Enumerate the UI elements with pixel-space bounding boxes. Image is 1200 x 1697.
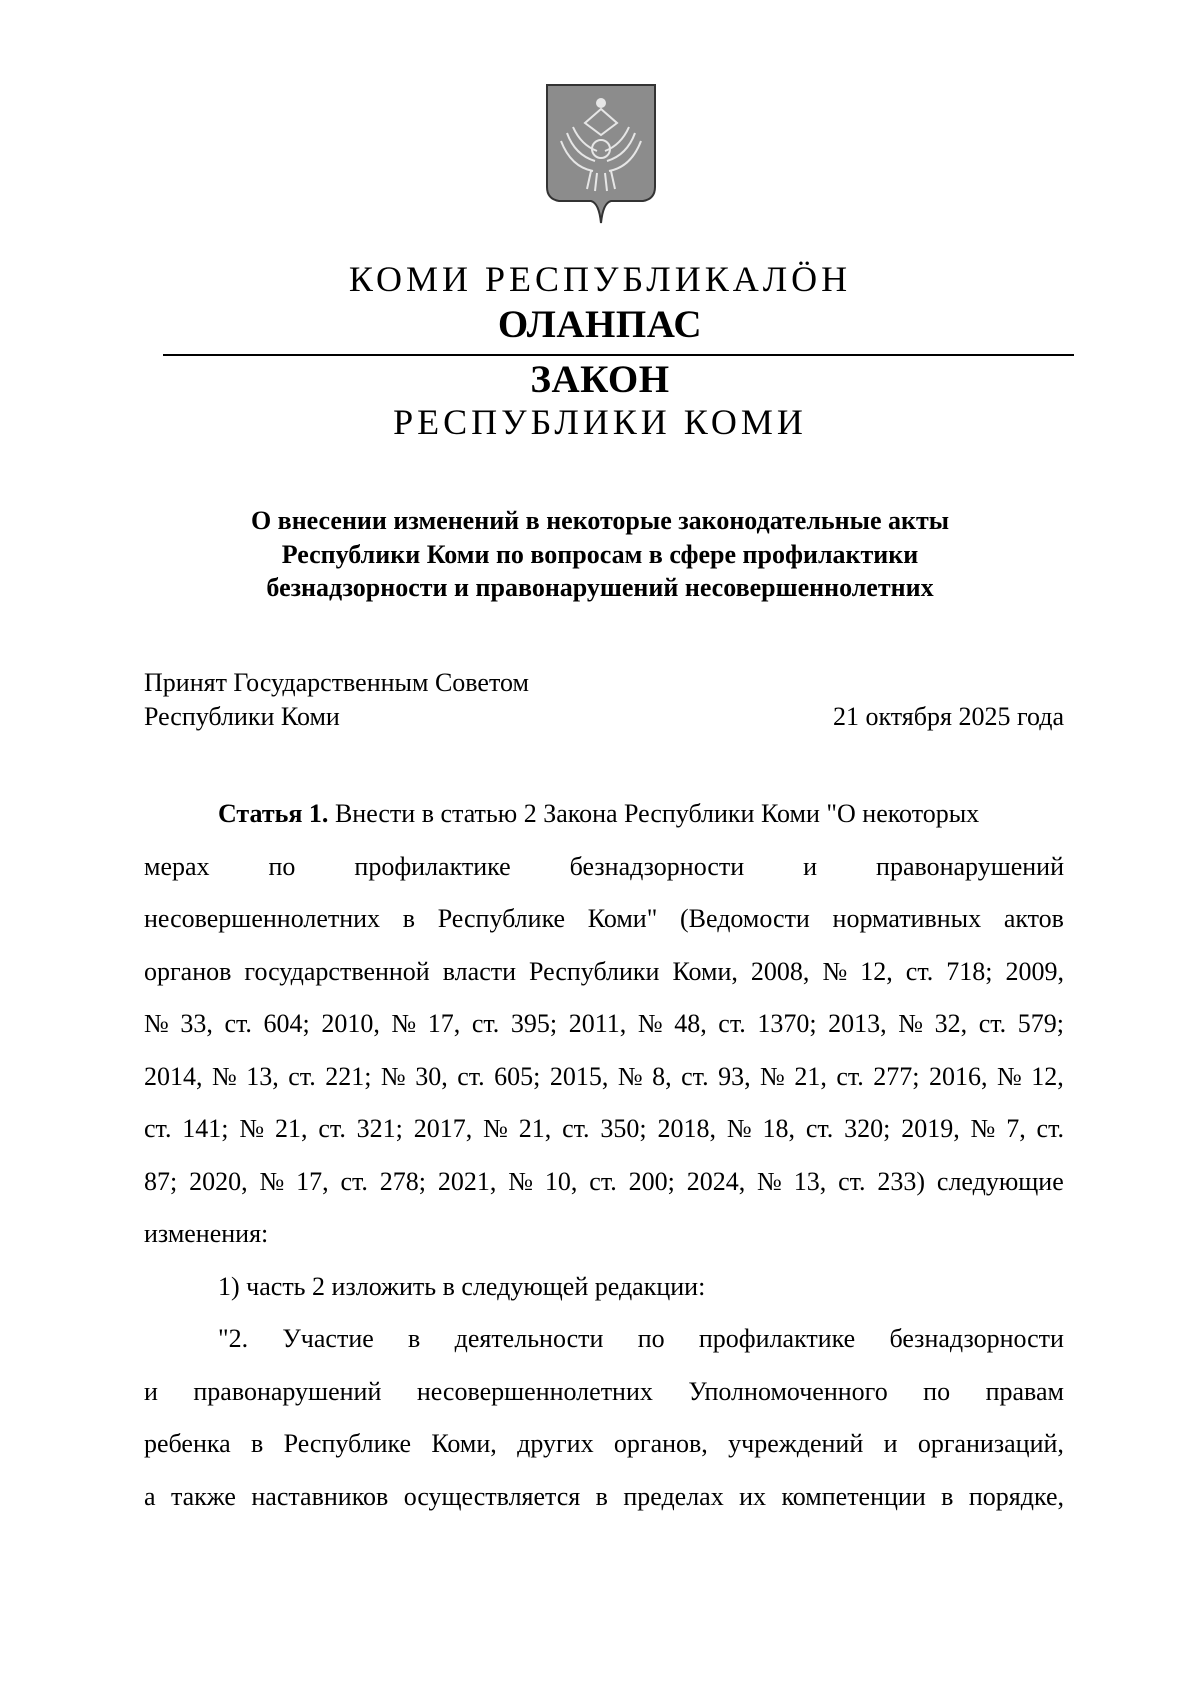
adoption-block xyxy=(144,666,1064,734)
article-heading: Статья 1. xyxy=(218,799,329,828)
komi-coat-of-arms-icon xyxy=(545,83,657,225)
quote-line: ребенка в Республике Коми, других органов, учреждений и организаций, xyxy=(144,1429,1064,1458)
article-text: Внести в статью 2 Закона Республики Коми "О некоторых xyxy=(334,799,980,828)
law-title-line: О внесении изменений в некоторые законодательные акты xyxy=(250,506,950,535)
adopted-by-line2: Республики Коми xyxy=(144,702,340,731)
article-line: мерах по профилактике безнадзорности и правонарушений xyxy=(144,851,1064,881)
article-line: органов государственной власти Республики Коми, 2008, № 12, ст. 718; 2009, xyxy=(144,956,1064,986)
quote-line: и правонарушений несовершеннолетних Уполномоченного по правам xyxy=(144,1376,1064,1406)
adopted-by-line1: Принят Государственным Советом xyxy=(144,668,529,697)
law-heading: ЗАКОН xyxy=(530,358,670,401)
quote-line: "2. Участие в деятельности по профилактике безнадзорности xyxy=(218,1324,1064,1353)
quote-line: а также наставников осуществляется в пределах их компетенции в порядке, xyxy=(144,1481,1064,1511)
adoption-date: 21 октября 2025 года xyxy=(833,702,1064,731)
law-title-line: безнадзорности и правонарушений несовершеннолетних xyxy=(266,573,934,602)
komi-republic-heading: КОМИ РЕСПУБЛИКАЛӦН xyxy=(348,259,852,299)
komi-law-heading: ОЛАНПАС xyxy=(497,303,703,346)
article-line: несовершеннолетних в Республике Коми" (Ведомости нормативных актов xyxy=(144,904,1064,933)
law-title-line: Республики Коми по вопросам в сфере профилактики xyxy=(281,539,919,569)
article-line: 2014, № 13, ст. 221; № 30, ст. 605; 2015, № 8, ст. 93, № 21, ст. 277; 2016, № 12, xyxy=(144,1061,1064,1091)
article-first-line xyxy=(144,788,1064,841)
article-line: № 33, ст. 604; 2010, № 17, ст. 395; 2011, № 48, ст. 1370; 2013, № 32, ст. 579; xyxy=(144,1009,1064,1038)
article-line: ст. 141; № 21, ст. 321; 2017, № 21, ст. 350; 2018, № 18, ст. 320; 2019, № 7, ст. xyxy=(144,1114,1064,1143)
article-line: изменения: xyxy=(144,1219,269,1248)
article-item: 1) часть 2 изложить в следующей редакции: xyxy=(218,1271,706,1301)
header-divider xyxy=(163,354,1074,356)
republic-heading: РЕСПУБЛИКИ КОМИ xyxy=(393,402,807,442)
article-line: 87; 2020, № 17, ст. 278; 2021, № 10, ст. 200; 2024, № 13, ст. 233) следующие xyxy=(144,1166,1064,1196)
article-body xyxy=(144,788,1064,1523)
law-title xyxy=(150,504,1050,605)
